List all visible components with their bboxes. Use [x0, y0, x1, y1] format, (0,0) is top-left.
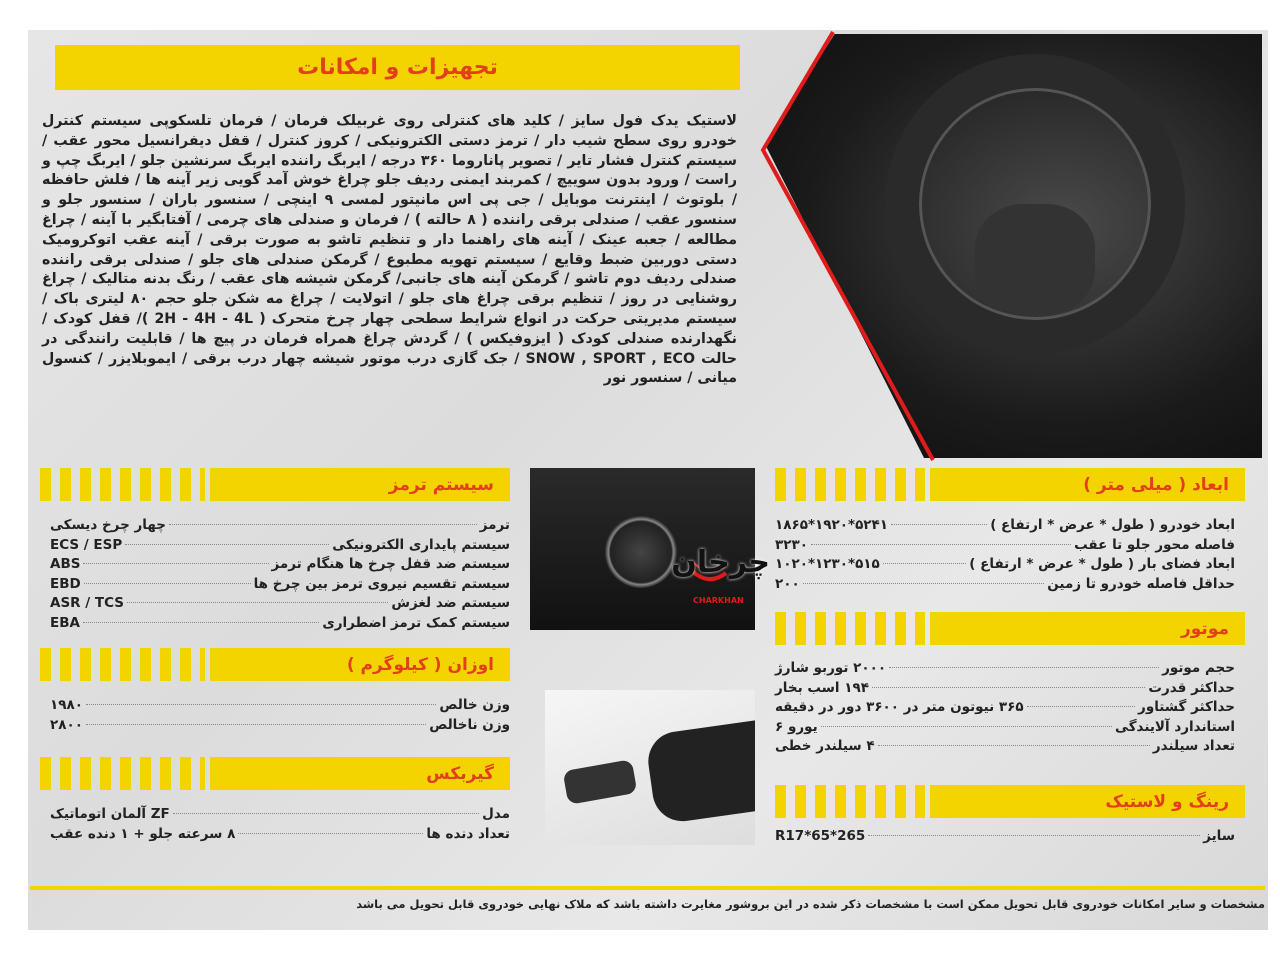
- tires-header: [775, 785, 1245, 818]
- dotted-leader: [83, 563, 268, 564]
- spec-label: وزن خالص: [439, 697, 510, 713]
- spec-value: 265*65*R17: [775, 828, 866, 844]
- brakes-row: [50, 536, 510, 556]
- dotted-leader: [173, 813, 479, 814]
- spec-value: EBD: [50, 575, 81, 592]
- dotted-leader: [891, 524, 987, 525]
- spec-label: حداکثر گشتاور: [1138, 699, 1235, 715]
- gearbox-row: [50, 825, 510, 845]
- spec-label: سیستم تقسیم نیروی ترمز بین چرخ ها: [253, 575, 510, 592]
- dotted-leader: [238, 833, 423, 834]
- spec-label: تعداد دنده ها: [426, 825, 510, 842]
- tires-row: [775, 827, 1235, 847]
- header-stripes: [40, 757, 205, 790]
- dotted-leader: [169, 524, 477, 525]
- dashcam-mirror-photo: [545, 690, 755, 845]
- dotted-leader: [821, 726, 1112, 727]
- logo-subtext: CHARKHAN: [693, 596, 744, 605]
- dimensions-row: [775, 536, 1235, 556]
- dotted-leader: [1027, 706, 1135, 707]
- spec-value: ۵۱۵*۱۲۳۰*۱۰۲۰: [775, 556, 880, 572]
- dotted-leader: [86, 704, 436, 705]
- dotted-leader: [883, 563, 966, 564]
- header-stripes: [775, 612, 925, 645]
- footer-disclaimer: مشخصات و سایر امکانات خودروی قابل تحویل ممکن است با مشخصات ذکر شده در این بروشور مغایرت داشته باشد که ملاک نهایی خودروی قابل تحویل می باشد: [356, 897, 1265, 911]
- brakes-row: [50, 614, 510, 634]
- spec-label: استاندارد آلایندگی: [1115, 718, 1235, 735]
- spec-label: سایز: [1203, 828, 1235, 844]
- spec-label: حداکثر قدرت: [1148, 679, 1235, 696]
- gearbox-header: [40, 757, 510, 790]
- footer-divider: [30, 886, 1265, 890]
- dotted-leader: [868, 835, 1200, 836]
- engine-table: [775, 659, 1235, 757]
- engine-row: [775, 698, 1235, 718]
- spec-value: ۴ سیلندر خطی: [775, 738, 875, 754]
- spec-value: ASR / TCS: [50, 595, 124, 611]
- spec-label: سیستم پایداری الکترونیکی: [332, 536, 510, 553]
- dotted-leader: [889, 667, 1159, 668]
- dimensions-row: [775, 555, 1235, 575]
- spec-label: سیستم کمک ترمز اضطراری: [322, 614, 510, 631]
- weights-table: [50, 696, 510, 735]
- gearbox-table: [50, 805, 510, 844]
- weights-row: [50, 696, 510, 716]
- dotted-leader: [84, 583, 251, 584]
- spec-label: ابعاد خودرو ( طول * عرض * ارتفاع ): [990, 517, 1235, 533]
- spec-value: ۱۹۴ اسب بخار: [775, 679, 869, 696]
- spec-value: ۲۰۰۰ توربو شارژ: [775, 660, 887, 676]
- spec-label: تعداد سیلندر: [1152, 738, 1235, 754]
- header-stripes: [775, 785, 925, 818]
- spec-value: ۱۹۸۰: [50, 697, 83, 713]
- tires-title: رینگ و لاستیک: [1105, 791, 1229, 812]
- brakes-title: سیستم ترمز: [388, 474, 494, 495]
- brakes-row: [50, 555, 510, 575]
- header-stripes: [40, 468, 205, 501]
- spec-label: فاصله محور جلو تا عقب: [1074, 536, 1235, 553]
- brakes-row: [50, 575, 510, 595]
- dashcam-shape: [563, 759, 638, 805]
- engine-header: [775, 612, 1245, 645]
- spec-label: ترمز: [479, 517, 510, 533]
- gearbox-title: گیربکس: [426, 763, 494, 784]
- dimensions-title: ابعاد ( میلی متر ): [1083, 474, 1229, 495]
- dotted-leader: [86, 724, 426, 725]
- spec-label: وزن ناخالص: [429, 716, 510, 733]
- weights-header: [40, 648, 510, 681]
- spec-value: ZF آلمان اتوماتیک: [50, 806, 170, 822]
- spec-value: ECS / ESP: [50, 536, 123, 553]
- photo-red-frame: [758, 30, 1278, 462]
- dotted-leader: [811, 544, 1071, 545]
- dotted-leader: [872, 687, 1145, 688]
- features-title-bar: [55, 45, 740, 90]
- spec-value: ۳۲۳۰: [775, 536, 808, 553]
- spec-value: ۳۶۵ نیوتون متر در ۳۶۰۰ دور در دقیقه: [775, 699, 1024, 715]
- engine-row: [775, 679, 1235, 699]
- spec-label: حجم موتور: [1162, 660, 1235, 676]
- tires-table: [775, 827, 1235, 847]
- spec-label: سیستم ضد لغزش: [391, 595, 510, 611]
- spec-label: ابعاد فضای بار ( طول * عرض * ارتفاع ): [969, 556, 1235, 572]
- engine-title: موتور: [1180, 618, 1229, 639]
- brakes-row: [50, 516, 510, 536]
- drive-mode-knob-shape: [605, 516, 677, 588]
- spec-label: سیستم ضد قفل چرخ ها هنگام ترمز: [271, 556, 510, 572]
- engine-row: [775, 659, 1235, 679]
- dotted-leader: [125, 544, 329, 545]
- brakes-row: [50, 594, 510, 614]
- spec-value: ABS: [50, 556, 81, 572]
- features-paragraph: لاستیک یدک فول سایز / کلید های کنترلی روی غربیلک فرمان / فرمان تلسکوپی سیستم کنترل خودرو روی سطح شیب دار / ترمز دستی الکترونیکی / کروز کنترل / قفل دیفرانسیل محور عقب / سیستم کنترل فشار تایر / تصویر پاناروما ۳۶۰ درجه / ایربگ راننده ایربگ سرنشین جلو / ایربگ چپ و راست / ورود بدون سوییچ / کمربند ایمنی ردیف جلو چراغ خوش آمد گویی زیر آینه ها / فلش حافظه / بلوتوث / اینترنت موبایل / جی پی اس مانیتور لمسی ۹ اینچی / سنسور باران / سنسور جلو و سنسور عقب / صندلی برقی راننده ( ۸ حالته ) / فرمان و صندلی های چرمی / آفتابگیر با آینه / چراغ مطالعه / جعبه عینک / آینه های راهنما دار و تنظیم تاشو به صورت برقی / آینه عقب اتوکرومیک دستی دوربین ضبط وقایع / سیستم تهویه مطبوع / گرمکن صندلی های جلو / صندلی برقی راننده صندلی ردیف دوم تاشو / گرمکن آینه های جانبی/ گرمکن شیشه های عقب / رنگ بدنه متالیک / چراغ روشنایی در روز / تنظیم برقی چراغ های جلو / اتولایت / چراغ مه شکن جلو حجم ۸۰ لیتری باک / سیستم مدیریتی حرکت در انواع شرایط سطحی چهار چرخ متحرک ( 2H - 4H - 4L )/ قفل کودک / نگهدارنده صندلی کودک ( ایزوفیکس ) / گردش چراغ همراه فرمان در پیچ ها / قابلیت رانندگی در حالت SNOW , SPORT , ECO / جک گازی درب موتور شیشه چهار درب برقی / ایموبلایزر / کنسول میانی / سنسور نور: [42, 113, 737, 387]
- spec-value: ۸ سرعته جلو + ۱ دنده عقب: [50, 825, 236, 842]
- header-stripes: [40, 648, 205, 681]
- brakes-header: [40, 468, 510, 501]
- dimensions-table: [775, 516, 1235, 594]
- spec-value: چهار چرخ دیسکی: [50, 517, 166, 533]
- spec-label: مدل: [482, 806, 510, 822]
- spec-value: ۵۲۴۱*۱۹۲۰*۱۸۶۵: [775, 517, 889, 533]
- mirror-shape: [644, 715, 755, 825]
- dotted-leader: [127, 602, 388, 603]
- spec-value: ۲۰۰: [775, 575, 800, 592]
- spec-value: یورو ۶: [775, 718, 818, 735]
- spec-label: حداقل فاصله خودرو تا زمین: [1047, 575, 1235, 592]
- spec-value: EBA: [50, 614, 80, 631]
- weights-row: [50, 716, 510, 736]
- dimensions-row: [775, 575, 1235, 595]
- engine-row: [775, 737, 1235, 757]
- dotted-leader: [878, 745, 1150, 746]
- charkhan-logo: [671, 545, 770, 607]
- engine-row: [775, 718, 1235, 738]
- dimensions-row: [775, 516, 1235, 536]
- dimensions-header: [775, 468, 1245, 501]
- spec-value: ۲۸۰۰: [50, 716, 83, 733]
- dotted-leader: [803, 583, 1045, 584]
- weights-title: اوزان ( کیلوگرم ): [346, 654, 494, 675]
- dotted-leader: [83, 622, 319, 623]
- header-stripes: [775, 468, 925, 501]
- features-title: تجهیزات و امکانات: [297, 55, 498, 80]
- gearbox-row: [50, 805, 510, 825]
- brakes-table: [50, 516, 510, 633]
- logo-text: چرخان: [671, 545, 770, 580]
